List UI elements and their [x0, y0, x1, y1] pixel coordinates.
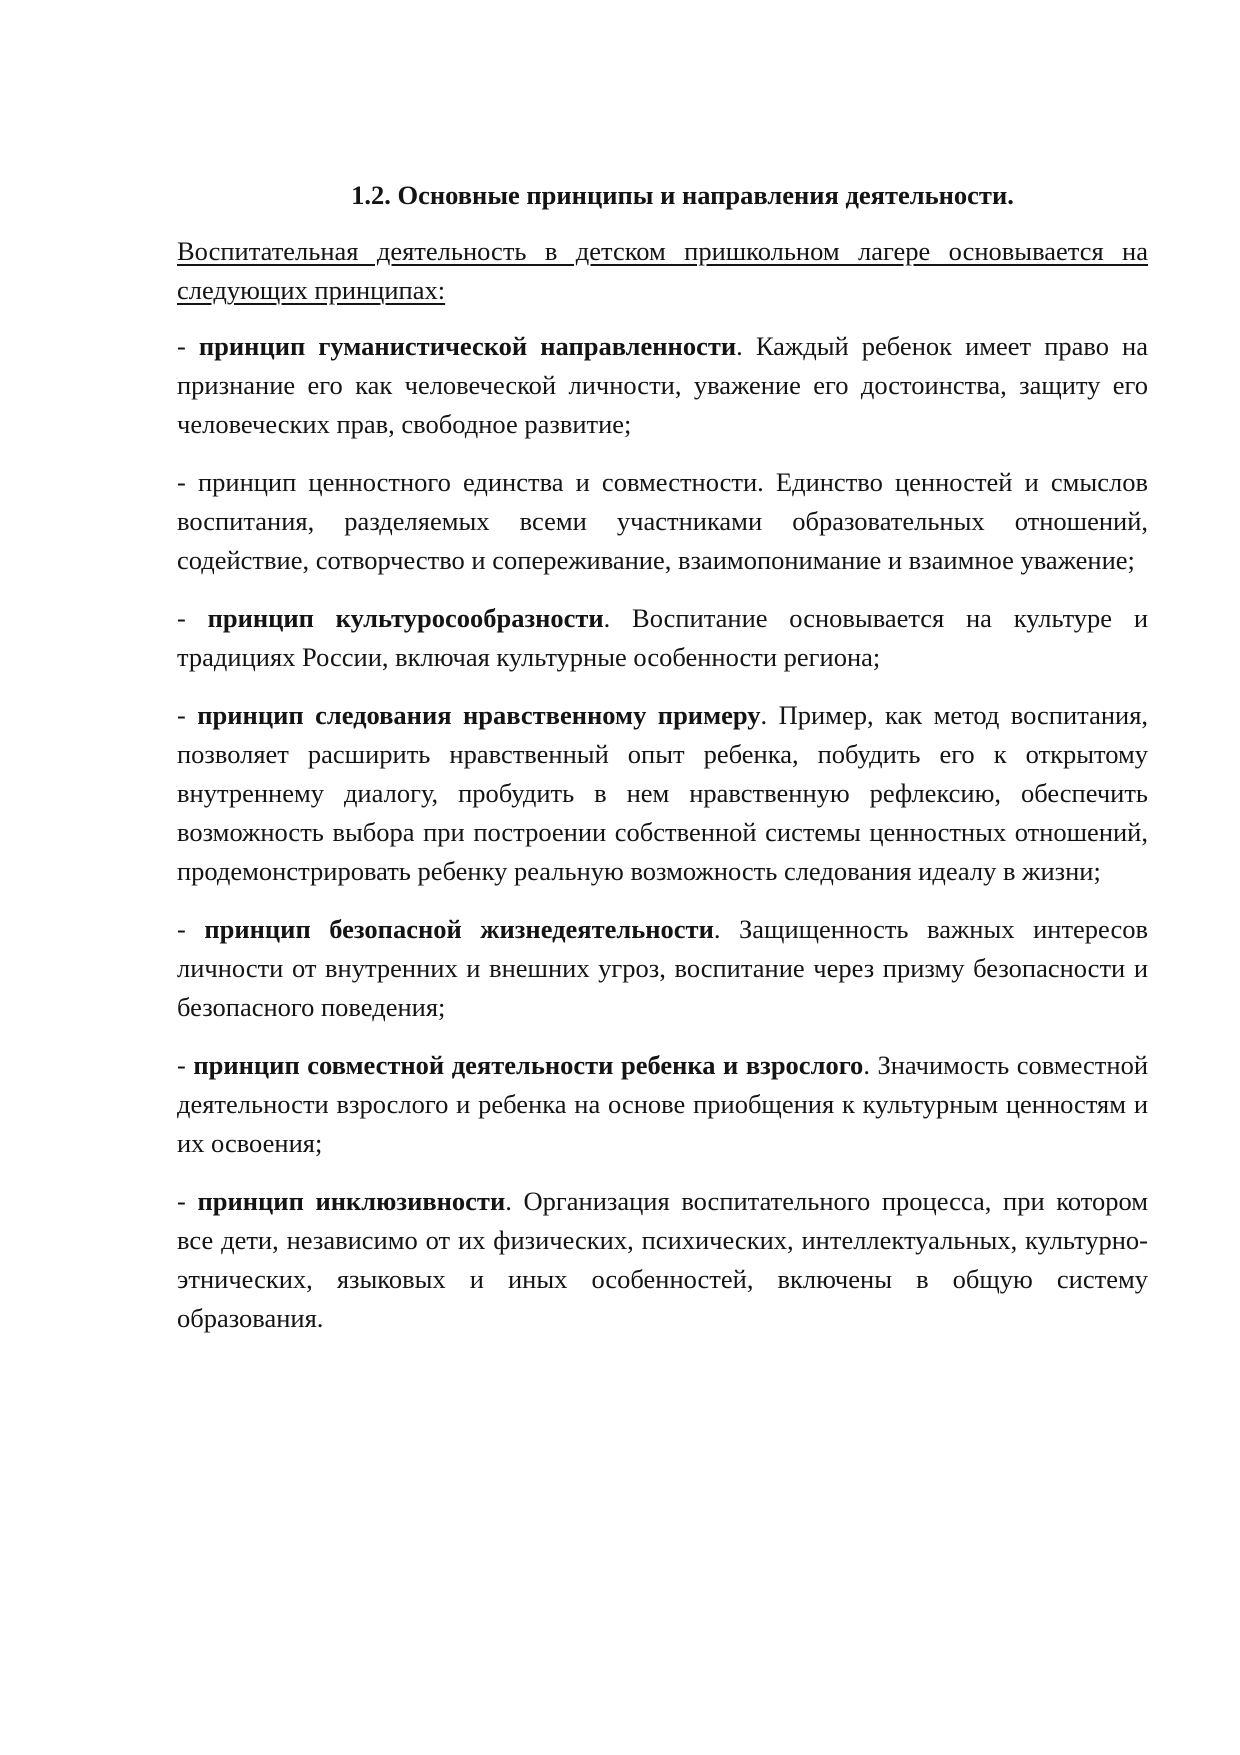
principle-paragraph-value-unity	[177, 463, 1148, 580]
principle-paragraph-inclusivity	[177, 1182, 1148, 1338]
principle-description: . Воспитание основывается на культуре и традициях России, включая культурные особенности региона;	[177, 603, 1148, 672]
principle-paragraph-joint-activity	[177, 1046, 1148, 1163]
principle-paragraph-safe-life	[177, 910, 1148, 1027]
principle-name: принцип гуманистической направленности	[198, 331, 737, 361]
principle-name: принцип безопасной жизнедеятельности	[204, 914, 714, 944]
intro-paragraph: Воспитательная деятельность в детском пришкольном лагере основывается на следующих принципах:	[177, 236, 1148, 305]
list-dash: -	[177, 331, 199, 361]
list-dash: -	[177, 603, 208, 633]
principle-paragraph-moral-example	[177, 696, 1148, 891]
principle-name: принцип инклюзивности	[197, 1186, 506, 1216]
principle-paragraph-cultural-conformity	[177, 599, 1148, 677]
principle-name: принцип культуросообразности	[207, 603, 604, 633]
list-dash: -	[177, 467, 198, 497]
principle-name: принцип ценностного единства и совместности	[197, 467, 758, 497]
list-dash: -	[177, 1186, 198, 1216]
principle-description: . Защищенность важных интересов личности от внутренних и внешних угроз, воспитание через призму безопасности и безопасного поведения;	[177, 914, 1148, 1022]
principle-name: принцип совместной деятельности ребенка и взрослого	[193, 1050, 864, 1080]
list-dash: -	[177, 1050, 194, 1080]
principle-paragraph-humanistic	[177, 327, 1148, 444]
principle-description: . Пример, как метод воспитания, позволяет расширить нравственный опыт ребенка, побудить его к открытому внутреннему диалогу, пробудить в нем нравственную рефлексию, обеспечить возможность выбора при построении собственной системы ценностных отношений, продемонстрировать ребенку реальную возможность следования идеалу в жизни;	[177, 700, 1149, 886]
principle-description: . Единство ценностей и смыслов воспитания, разделяемых всеми участниками образовательных отношений, содействие, сотворчество и сопереживание, взаимопонимание и взаимное уважение;	[177, 467, 1148, 575]
principle-description: . Организация воспитательного процесса, при котором все дети, независимо от их физических, психических, интеллектуальных, культурно-этнических, языковых и иных особенностей, включены в общую систему образования.	[177, 1186, 1148, 1333]
document-page	[177, 176, 1148, 1357]
principle-name: принцип следования нравственному примеру	[197, 700, 761, 730]
list-dash: -	[177, 914, 205, 944]
list-dash: -	[177, 700, 198, 730]
section-heading: 1.2. Основные принципы и направления деятельности.	[351, 180, 1014, 210]
principle-description: . Каждый ребенок имеет право на признание его как человеческой личности, уважение его достоинства, защиту его человеческих прав, свободное развитие;	[177, 331, 1149, 439]
principle-description: . Значимость совместной деятельности взрослого и ребенка на основе приобщения к культурным ценностям и их освоения;	[177, 1050, 1149, 1158]
